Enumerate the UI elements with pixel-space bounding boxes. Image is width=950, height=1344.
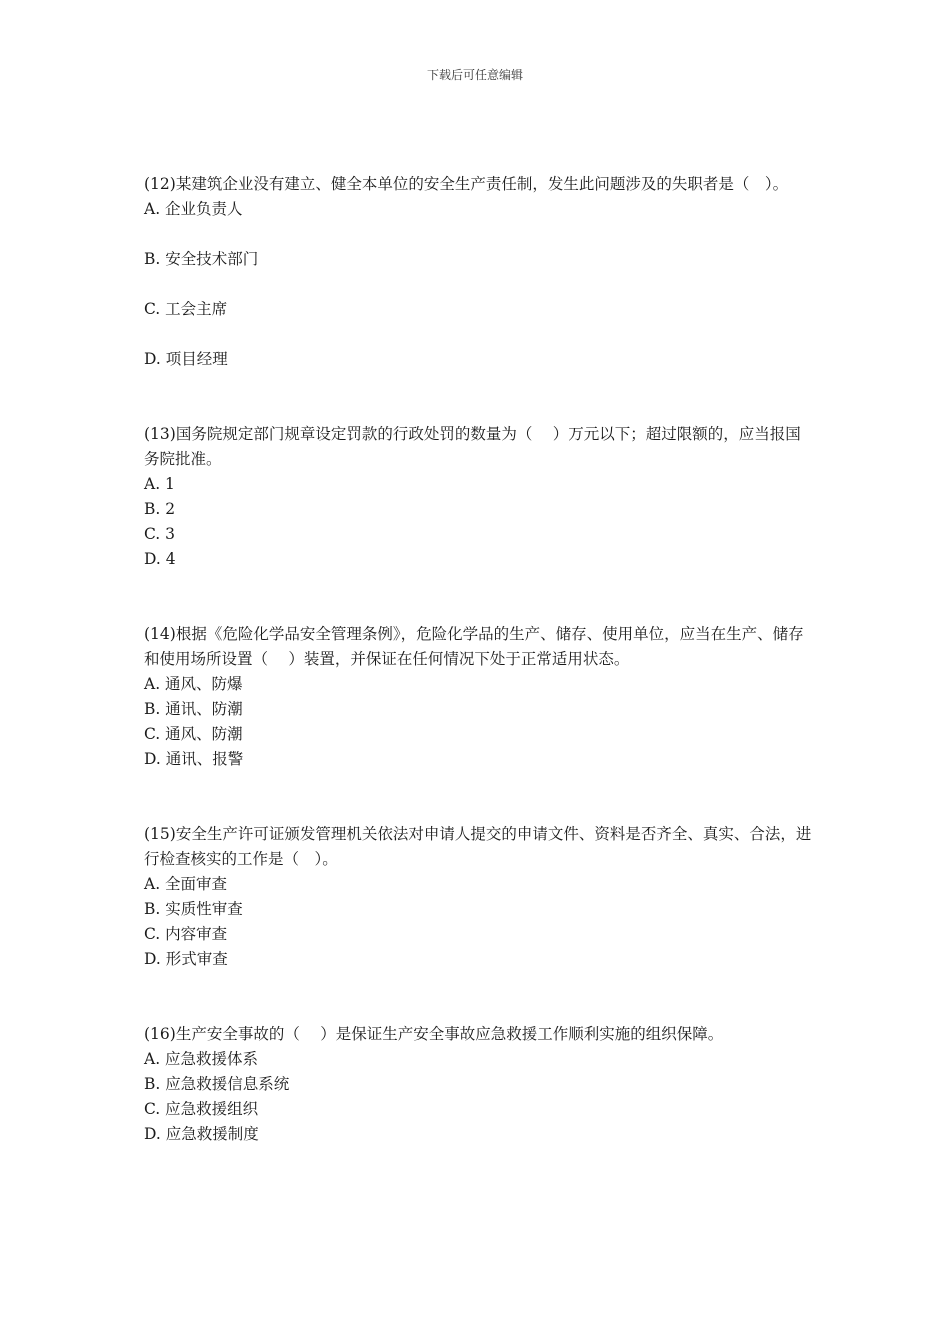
option-b: B. 2	[144, 500, 176, 518]
option-b: B. 应急救援信息系统	[144, 1075, 290, 1093]
option-b: B. 安全技术部门	[144, 250, 259, 268]
question-text: (13)国务院规定部门规章设定罚款的行政处罚的数量为（ ）万元以下；超过限额的，应当报国务院批准。	[144, 425, 801, 468]
option-c: C. 工会主席	[144, 300, 228, 318]
option-d: D. 应急救援制度	[144, 1125, 259, 1143]
question-14	[144, 622, 812, 772]
option-d: D. 项目经理	[144, 350, 228, 368]
question-15	[144, 822, 812, 972]
document-body	[144, 172, 812, 1147]
option-c: C. 3	[144, 525, 176, 543]
option-a: A. 全面审查	[144, 875, 228, 893]
option-d: D. 形式审查	[144, 950, 228, 968]
option-a: A. 通风、防爆	[144, 675, 243, 693]
option-a: A. 1	[144, 475, 175, 493]
option-a: A. 企业负责人	[144, 200, 243, 218]
option-d: D. 通讯、报警	[144, 750, 244, 768]
question-text: (12)某建筑企业没有建立、健全本单位的安全生产责任制，发生此问题涉及的失职者是（ ）。	[144, 175, 789, 193]
option-b: B. 通讯、防潮	[144, 700, 243, 718]
option-c: C. 应急救援组织	[144, 1100, 259, 1118]
question-16	[144, 1022, 812, 1147]
option-a: A. 应急救援体系	[144, 1050, 259, 1068]
question-text: (16)生产安全事故的（ ）是保证生产安全事故应急救援工作顺利实施的组织保障。	[144, 1025, 724, 1043]
page-header: 下载后可任意编辑	[426, 68, 523, 82]
question-13	[144, 422, 812, 572]
question-text: (14)根据《危险化学品安全管理条例》，危险化学品的生产、储存、使用单位，应当在生产、储存和使用场所设置（ ）装置，并保证在任何情况下处于正常适用状态。	[144, 625, 804, 668]
question-12	[144, 172, 812, 372]
question-text: (15)安全生产许可证颁发管理机关依法对申请人提交的申请文件、资料是否齐全、真实、合法，进行检查核实的工作是（ ）。	[144, 825, 812, 868]
option-c: C. 通风、防潮	[144, 725, 243, 743]
option-c: C. 内容审查	[144, 925, 228, 943]
option-b: B. 实质性审查	[144, 900, 243, 918]
option-d: D. 4	[144, 550, 176, 568]
